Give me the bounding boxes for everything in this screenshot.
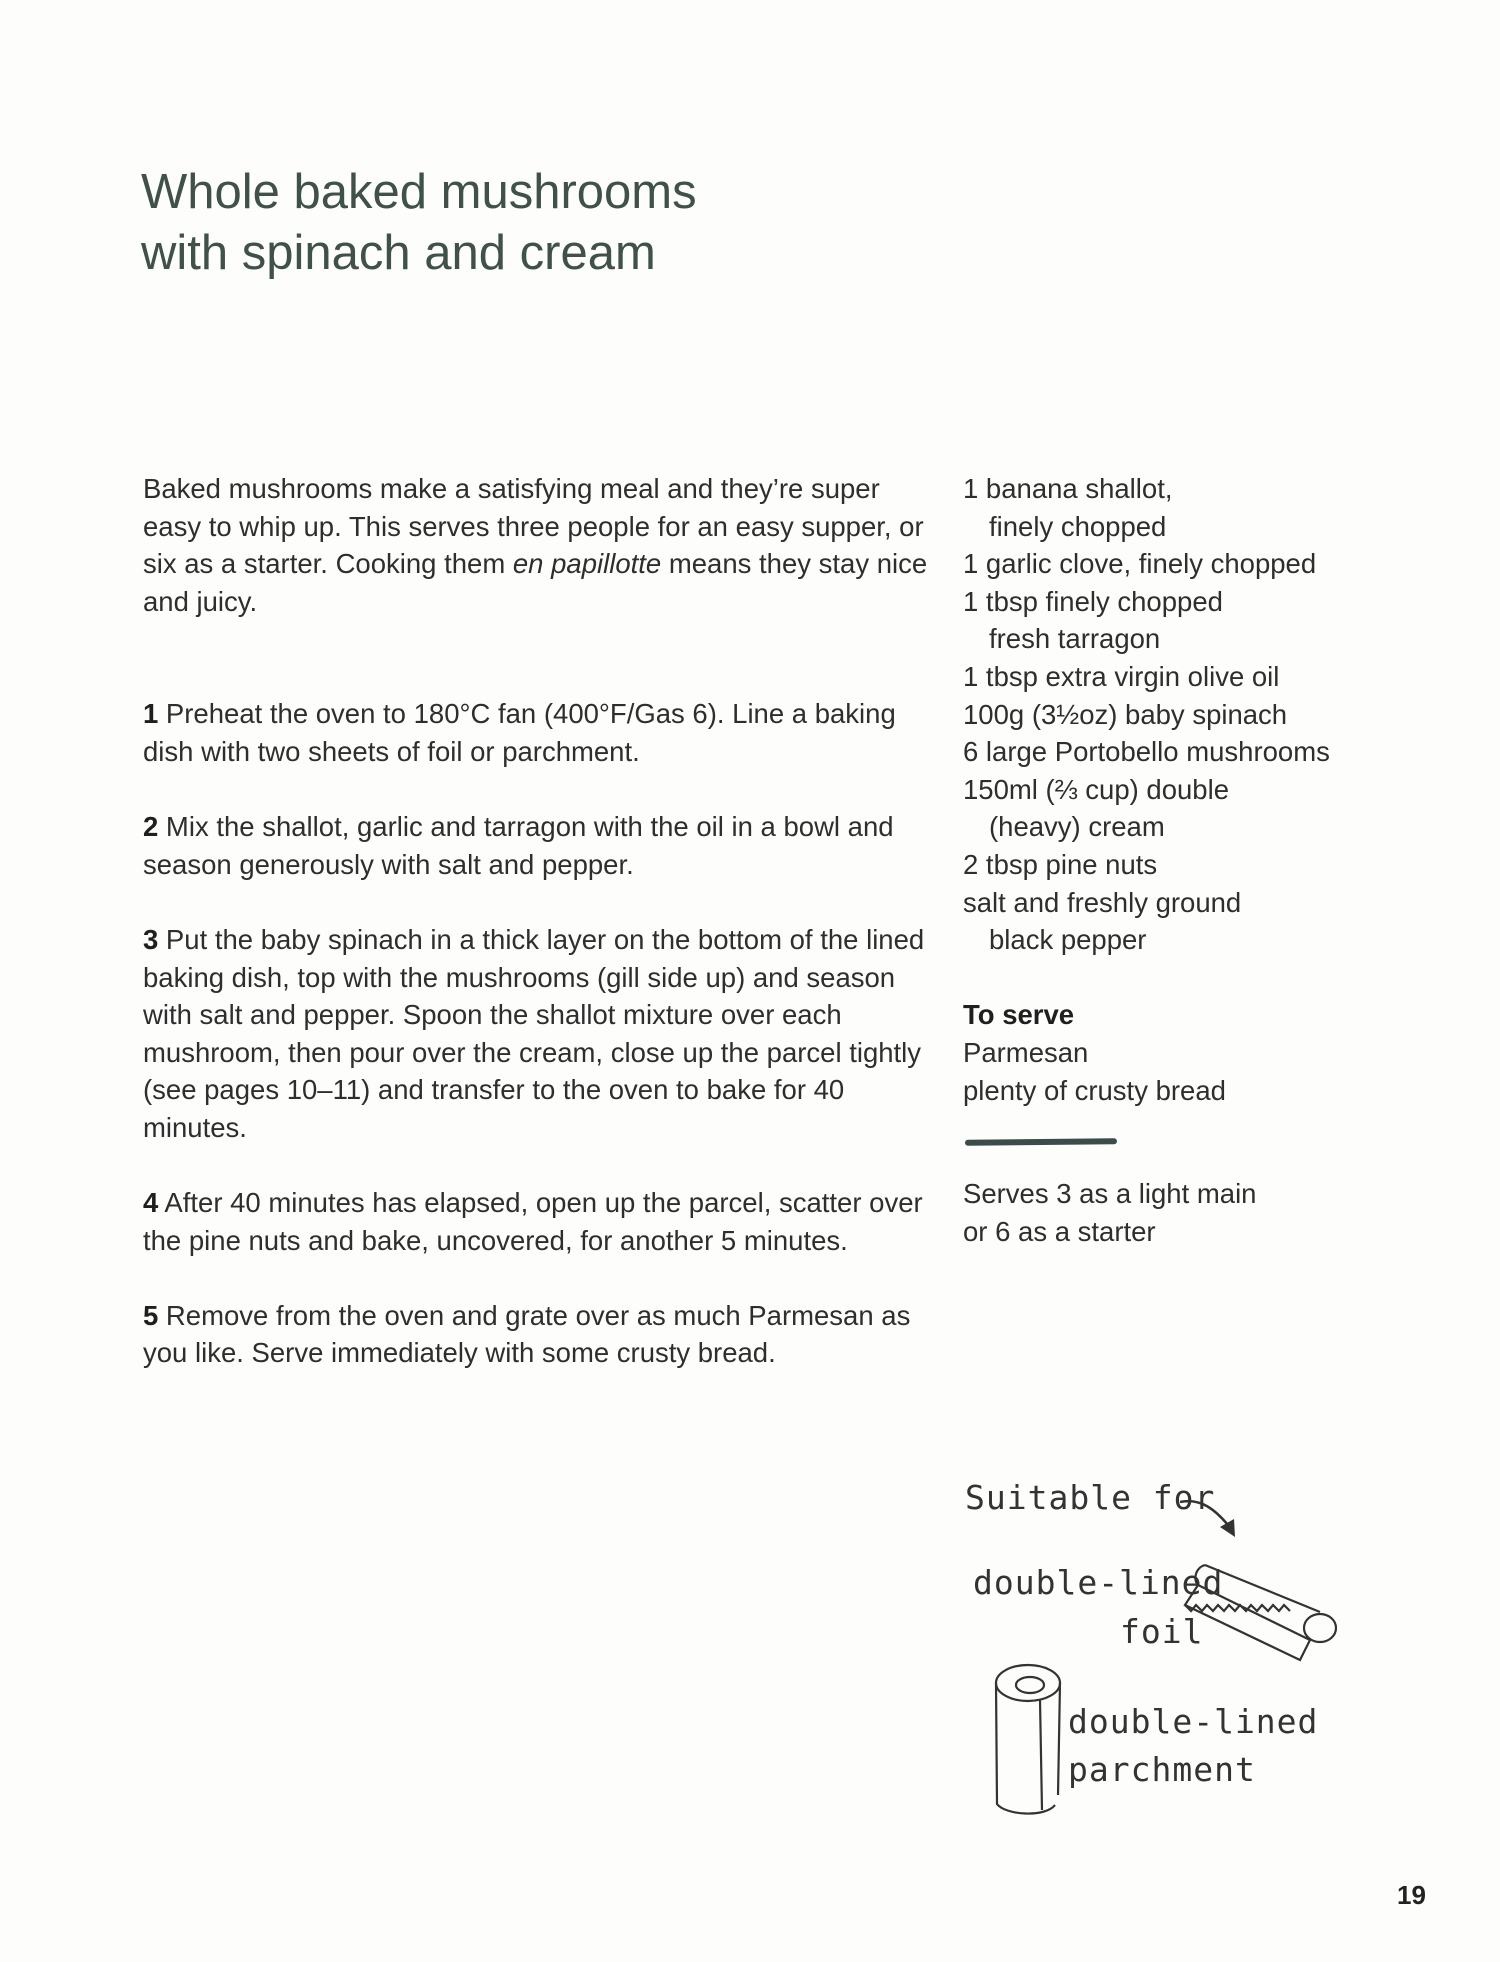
step-number: 5 xyxy=(143,1299,159,1331)
step-number: 1 xyxy=(143,698,159,730)
step-text: Put the baby spinach in a thick layer on the bottom of the lined baking dish, top with the mushrooms (gill side up) and season with salt and pepper. Spoon the shallot mixture over each mushroom, then pour over the cream, close up the parcel tightly (see pages 10–11) and transfer to the oven to bake for 40 minutes. xyxy=(143,923,925,1143)
arrowhead-icon xyxy=(1220,1519,1235,1537)
to-serve-item: Parmesan xyxy=(963,1036,1089,1068)
ingredient-text: 1 banana shallot, xyxy=(963,473,1173,504)
to-serve-heading: To serve xyxy=(963,999,1075,1031)
title-line-2: with spinach and cream xyxy=(141,226,656,280)
ingredient-text: 150ml (⅔ cup) double xyxy=(963,773,1229,805)
to-serve-item: plenty of crusty bread xyxy=(963,1074,1226,1106)
handwritten-foil-line-1: double-lined xyxy=(973,1563,1224,1602)
title-line-1: Whole baked mushrooms xyxy=(141,165,697,219)
intro-text-end: means they stay nice and juicy. xyxy=(143,548,928,617)
step-number: 3 xyxy=(143,923,159,955)
serves-line-1: Serves 3 as a light main xyxy=(963,1178,1257,1210)
intro-text: Baked mushrooms make a satisfying meal and they’re super easy to whip up. This serves three people for an easy supper, or six as a starter. Cooking them xyxy=(143,473,924,580)
handwritten-parchment-line-2: parchment xyxy=(1068,1750,1256,1789)
ingredient-text: 1 tbsp finely chopped xyxy=(963,585,1223,617)
page-number: 19 xyxy=(1397,1880,1426,1910)
ingredient-text: 1 garlic clove, finely chopped xyxy=(963,548,1317,580)
intro-italic: en papillotte xyxy=(512,548,662,580)
ingredient-text: salt and freshly ground xyxy=(963,886,1242,918)
step-text: Preheat the oven to 180°C fan (400°F/Gas 6). Line a baking dish with two sheets of foil or parchment. xyxy=(143,698,896,767)
ingredient-continuation: (heavy) cream xyxy=(989,811,1165,843)
ingredient-continuation: fresh tarragon xyxy=(989,623,1161,655)
ingredient-continuation: finely chopped xyxy=(989,510,1167,542)
handwritten-suitable-for: Suitable for xyxy=(965,1478,1216,1517)
parchment-roll-icon xyxy=(996,1665,1060,1814)
ingredient-continuation: black pepper xyxy=(989,924,1147,956)
ingredient-text: 2 tbsp pine nuts xyxy=(963,848,1158,880)
step-number: 4 xyxy=(143,1187,159,1219)
serves-line-2: or 6 as a starter xyxy=(963,1215,1156,1247)
ingredient-text: 100g (3½oz) baby spinach xyxy=(963,698,1288,730)
step-text: Remove from the oven and grate over as much Parmesan as you like. Serve immediately with some crusty bread. xyxy=(143,1299,911,1369)
step-number: 2 xyxy=(143,811,159,843)
handwritten-foil-line-2: foil xyxy=(1120,1612,1204,1651)
ingredient-text: 1 tbsp extra virgin olive oil xyxy=(963,660,1280,692)
ingredient-text: 6 large Portobello mushrooms xyxy=(963,736,1330,768)
step-text: Mix the shallot, garlic and tarragon with the oil in a bowl and season generously with salt and pepper. xyxy=(143,811,894,880)
handwritten-parchment-line-1: double-lined xyxy=(1068,1702,1319,1741)
step-text: After 40 minutes has elapsed, open up the parcel, scatter over the pine nuts and bake, uncovered, for another 5 minutes. xyxy=(143,1187,923,1256)
